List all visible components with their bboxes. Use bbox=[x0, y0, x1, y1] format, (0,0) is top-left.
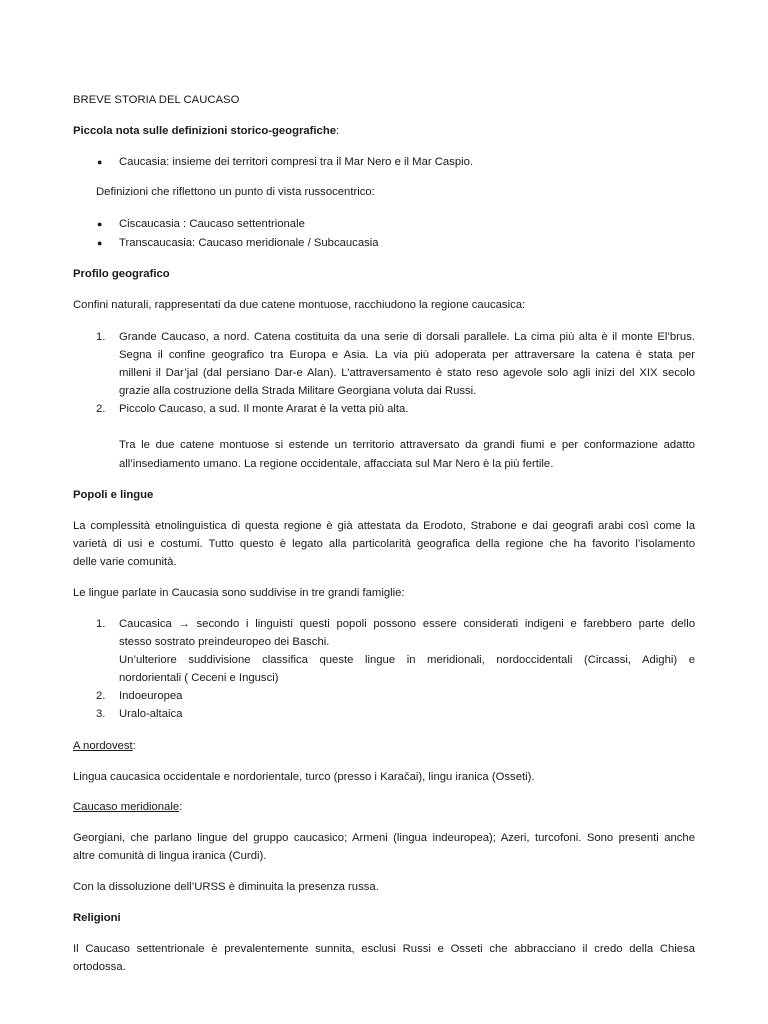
subheading-line bbox=[73, 798, 182, 816]
section-heading-religioni: Religioni bbox=[73, 912, 121, 924]
note-heading-line bbox=[73, 122, 339, 140]
list-number: 2. bbox=[96, 690, 106, 702]
list-number: 3. bbox=[96, 708, 106, 720]
paragraph: Confini naturali, rappresentati da due catene montuose, racchiudono la regione caucasica: bbox=[73, 299, 526, 311]
paragraph-line: La complessità etnolinguistica di questa regione è già attestata da Erodoto, Strabone e dai geografi arabi così come la bbox=[73, 520, 695, 532]
bullet-icon: ● bbox=[97, 238, 103, 248]
paragraph: Lingua caucasica occidentale e nordorientale, turco (presso i Karačai), lingu iranica (Osseti). bbox=[73, 771, 535, 783]
list-item: Transcaucasia: Caucaso meridionale / Subcaucasia bbox=[119, 237, 379, 249]
note-heading: Piccola nota sulle definizioni storico-geografiche bbox=[73, 125, 337, 137]
list-item-line: nordorientali ( Ceceni e Ingusci) bbox=[119, 672, 279, 684]
list-number: 1. bbox=[96, 618, 106, 630]
paragraph-line: all’insediamento umano. La regione occidentale, affacciata sul Mar Nero è la più fertile. bbox=[119, 458, 554, 470]
note-heading-colon: : bbox=[336, 125, 340, 137]
paragraph-line: ortodossa. bbox=[73, 961, 126, 973]
list-item-line: grazie alla costruzione della Strada Militare Georgiana voluta dai Russi. bbox=[119, 385, 477, 397]
russocentric-intro: Definizioni che riflettono un punto di vista russocentrico: bbox=[96, 186, 375, 198]
paragraph: Con la dissoluzione dell’URSS è diminuita la presenza russa. bbox=[73, 881, 379, 893]
list-item-line: Caucasica → secondo i linguisti questi popoli possono essere considerati indigeni e farebbero parte dello bbox=[119, 618, 695, 630]
subheading-colon: : bbox=[179, 801, 183, 813]
section-heading-profilo: Profilo geografico bbox=[73, 268, 170, 280]
list-item-line: stesso sostrato preindeuropeo dei Baschi. bbox=[119, 636, 330, 648]
list-item: Indoeuropea bbox=[119, 690, 183, 702]
subheading-line bbox=[73, 737, 136, 755]
list-item: Piccolo Caucaso, a sud. Il monte Ararat è la vetta più alta. bbox=[119, 403, 409, 415]
list-item-line: milleni il Dar’jal (dal persiano Dar-e Alan). L’attraversamento è stato reso agevole solo agli inizi del XIX secolo bbox=[119, 367, 695, 379]
list-item-line: Segna il confine geografico tra Europa e Asia. La via più adoperata per attraversare la catena è stata per bbox=[119, 349, 695, 361]
paragraph-line: Il Caucaso settentrionale è prevalentemente sunnita, esclusi Russi e Osseti che abbracciano il credo della Chiesa bbox=[73, 943, 695, 955]
list-number: 1. bbox=[96, 331, 106, 343]
paragraph: Le lingue parlate in Caucasia sono suddivise in tre grandi famiglie: bbox=[73, 587, 405, 599]
bullet-icon: ● bbox=[97, 157, 103, 167]
list-item: Ciscaucasia : Caucaso settentrionale bbox=[119, 218, 305, 230]
paragraph-line: varietà di usi e costumi. Tutto questo è legato alla particolarità geografica della regione che ha favorito l’isolamento bbox=[73, 538, 695, 550]
list-item-line: Grande Caucaso, a nord. Catena costituita da una serie di dorsali parallele. La cima più alta è il monte El’brus. bbox=[119, 331, 695, 343]
paragraph-line: Tra le due catene montuose si estende un territorio attraversato da grandi fiumi e per conformazione adatto bbox=[119, 439, 695, 451]
list-item-line: Un’ulteriore suddivisione classifica queste lingue in meridionali, nordoccidentali (Circassi, Adighi) e bbox=[119, 654, 695, 666]
paragraph-line: delle varie comunità. bbox=[73, 556, 177, 568]
paragraph-line: altre comunità di lingua iranica (Curdi). bbox=[73, 850, 267, 862]
subheading-nordovest: A nordovest bbox=[73, 740, 133, 752]
subheading-meridionale: Caucaso meridionale bbox=[73, 801, 180, 813]
list-number: 2. bbox=[96, 403, 106, 415]
list-item: Uralo-altaica bbox=[119, 708, 183, 720]
list-item: Caucasia: insieme dei territori compresi tra il Mar Nero e il Mar Caspio. bbox=[119, 156, 474, 168]
subheading-colon: : bbox=[132, 740, 136, 752]
document-title: BREVE STORIA DEL CAUCASO bbox=[73, 94, 240, 106]
paragraph-line: Georgiani, che parlano lingue del gruppo caucasico; Armeni (lingua indeuropea); Azeri, turcofoni. Sono presenti anche bbox=[73, 832, 695, 844]
section-heading-popoli: Popoli e lingue bbox=[73, 489, 154, 501]
bullet-icon: ● bbox=[97, 219, 103, 229]
